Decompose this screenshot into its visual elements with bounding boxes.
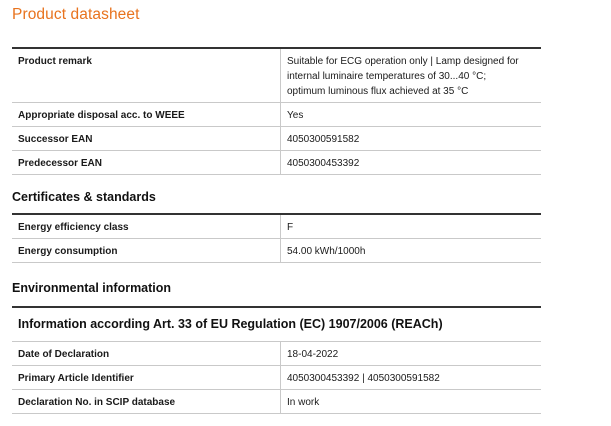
row-value-predecessor-ean: 4050300453392 [281,151,542,175]
table-row [12,390,541,414]
product-info-table [12,47,541,175]
table-row [12,151,541,175]
row-value-successor-ean: 4050300591582 [281,127,542,151]
reach-table [12,306,541,414]
table-row [12,127,541,151]
section-heading-environment: Environmental information [12,281,172,295]
certificates-table [12,213,541,263]
table-row [12,342,541,366]
section-heading-certificates: Certificates & standards [12,190,156,204]
row-value-energy-consumption: 54.00 kWh/1000h [281,239,542,263]
row-label-predecessor-ean: Predecessor EAN [12,151,281,175]
row-value-product-remark [281,49,542,103]
row-value-scip: In work [281,390,542,414]
table-row [12,215,541,239]
row-value-disposal: Yes [281,103,542,127]
row-label-disposal: Appropriate disposal acc. to WEEE [12,103,281,127]
row-label-scip: Declaration No. in SCIP database [12,390,281,414]
row-value-energy-class: F [281,215,542,239]
table-row [12,49,541,103]
value-line: internal luminaire temperatures of 30...40 °C; [287,71,487,82]
row-label-date: Date of Declaration [12,342,281,366]
row-label-successor-ean: Successor EAN [12,127,281,151]
row-label-product-remark: Product remark [12,49,281,103]
row-label-energy-class: Energy efficiency class [12,215,281,239]
row-value-date: 18-04-2022 [281,342,542,366]
table-row [12,103,541,127]
reach-heading: Information according Art. 33 of EU Regulation (EC) 1907/2006 (REACh) [12,306,541,342]
value-line: Suitable for ECG operation only | Lamp designed for [287,56,519,67]
row-label-energy-consumption: Energy consumption [12,239,281,263]
table-row [12,239,541,263]
row-value-article-id: 4050300453392 | 4050300591582 [281,366,542,390]
row-label-article-id: Primary Article Identifier [12,366,281,390]
table-row [12,366,541,390]
page-title: Product datasheet [12,6,140,23]
value-line: optimum luminous flux achieved at 35 °C [287,86,469,97]
